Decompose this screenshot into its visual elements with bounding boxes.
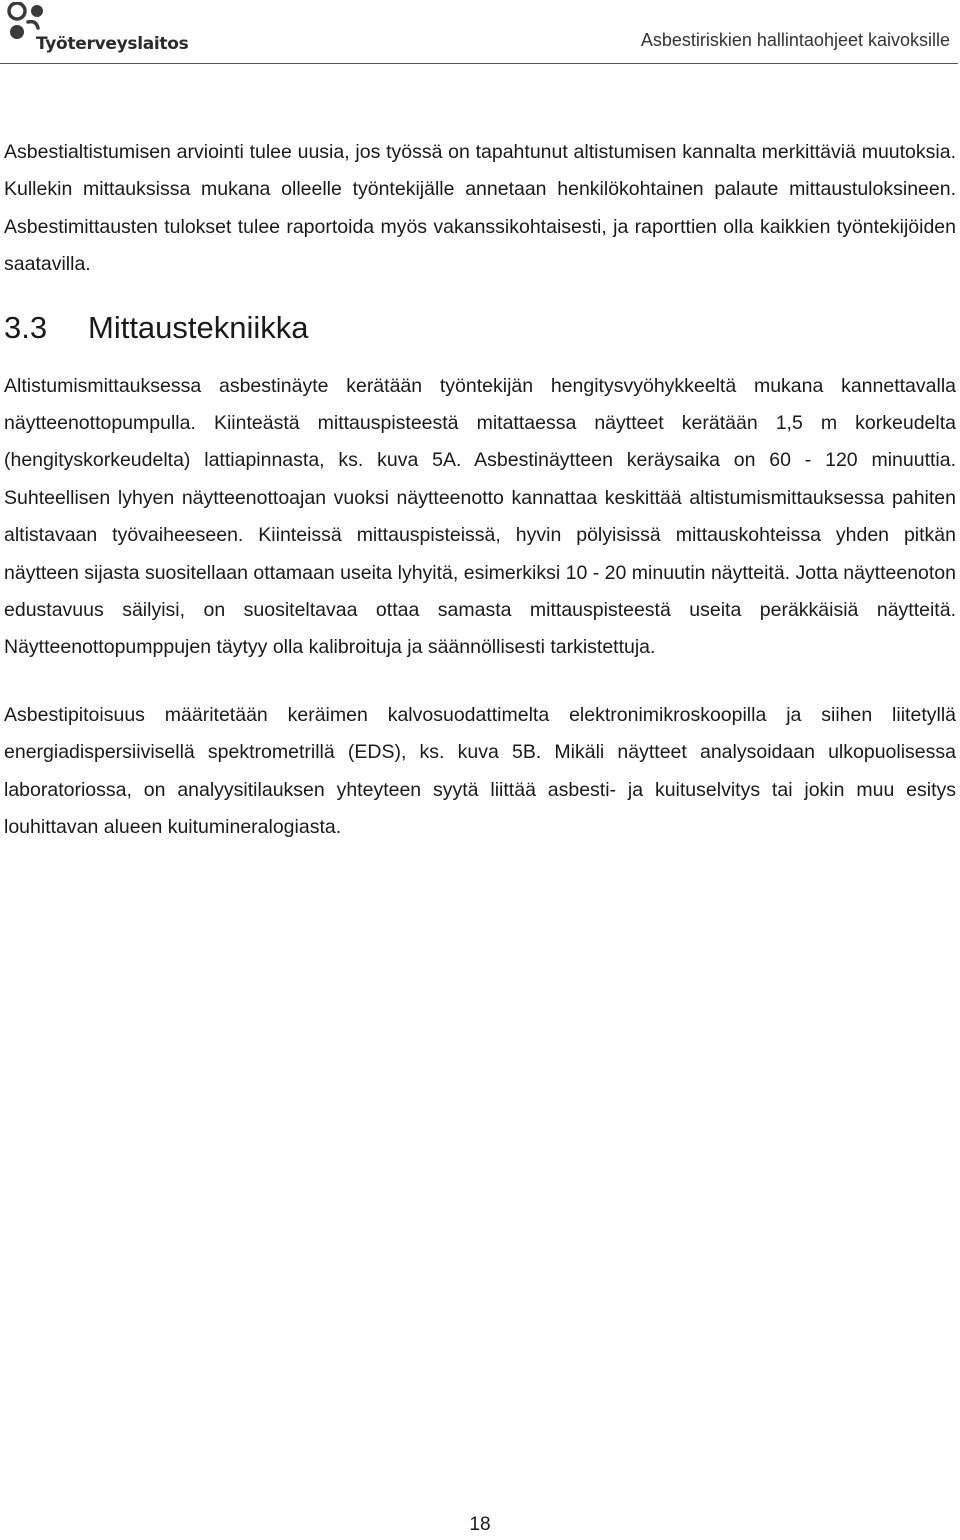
page-number: 18 <box>469 1514 491 1535</box>
paragraph-measurement-technique: Altistumismittauksessa asbestinäyte kerätään työntekijän hengitysvyöhykkeeltä mukana kannettavalla näytteenottopumpulla. Kiinteästä mittauspisteestä mitattaessa näytteet kerätään 1,5 m korkeudelta (hengityskorkeudelta) lattiapinnasta, ks. kuva 5A. Asbestinäytteen keräysaika on 60 - 120 minuuttia. Suhteellisen lyhyen näytteenottoajan vuoksi näytteenotto kannattaa keskittää altistumismittauksessa pahiten altistavaan työvaiheeseen. Kiinteissä mittauspisteissä, hyvin pölyisissä mittauskohteissa yhden pitkän näytteen sijasta suositellaan ottamaan useita lyhyitä, esimerkiksi 10 - 20 minuutin näytteitä. Jotta näytteenoton edustavuus säilyisi, on suositeltavaa ottaa samasta mittauspisteestä useita peräkkäisiä näytteitä. Näytteenottopumppujen täytyy olla kalibroituja ja säännöllisesti tarkistettuja. <box>4 374 956 659</box>
logo-text: Työterveyslaitos <box>36 34 189 54</box>
organization-logo <box>4 2 189 58</box>
page-content <box>4 134 956 847</box>
paragraph-analysis: Asbestipitoisuus määritetään keräimen kalvosuodattimelta elektronimikroskoopilla ja siihen liitetyllä energiadispersiivisellä spektrometrillä (EDS), ks. kuva 5B. Mikäli näytteet analysoidaan ulkopuolisessa laboratoriossa, on analyysitilauksen yhteyteen syytä liittää asbesti- ja kuituselvitys tai jokin muu esitys louhittavan alueen kuitumineralogiasta. <box>4 703 956 839</box>
section-title: Mittaustekniikka <box>88 309 309 345</box>
page-header <box>0 0 960 64</box>
header-divider <box>0 63 958 64</box>
section-number: 3.3 <box>4 309 48 345</box>
section-heading <box>4 308 956 348</box>
document-title: Asbestiriskien hallintaohjeet kaivoksille <box>640 30 950 50</box>
paragraph-assessment: Asbestialtistumisen arviointi tulee uusia, jos työssä on tapahtunut altistumisen kannalta merkittäviä muutoksia. Kullekin mittauksissa mukana olleelle työntekijälle annetaan henkilökohtainen palaute mittaustuloksineen. Asbestimittausten tulokset tulee raportoida myös vakanssikohtaisesti, ja raporttien olla kaikkien työntekijöiden saatavilla. <box>4 141 956 276</box>
